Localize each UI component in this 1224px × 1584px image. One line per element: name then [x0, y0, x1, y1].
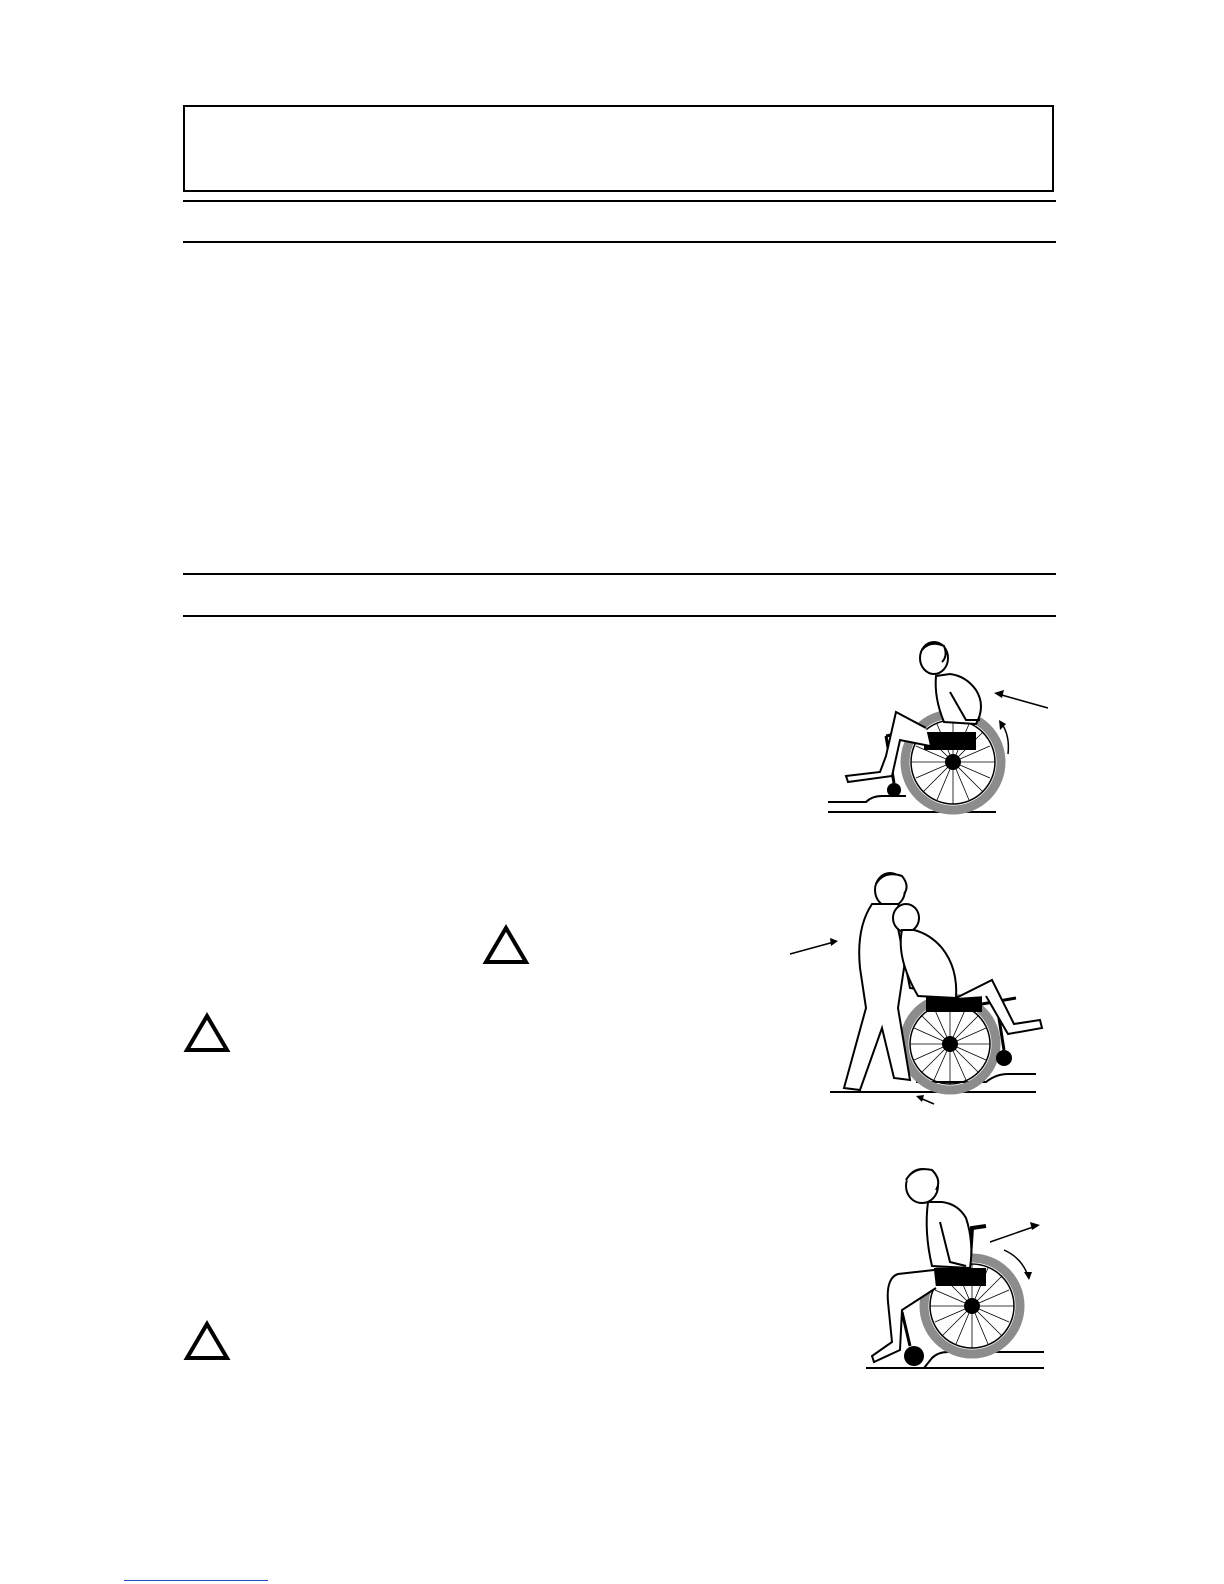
wheelchair-curb-descent-illustration: [854, 1162, 1054, 1376]
section-rule-bottom-2: [183, 615, 1056, 617]
wheelchair-assistant-tip-illustration: [786, 868, 1056, 1108]
header-box: [183, 105, 1054, 192]
warning-triangle-icon: [183, 1012, 231, 1054]
warning-triangle-icon: [482, 924, 530, 966]
section-rule-bottom-1: [183, 241, 1056, 243]
footer-link-underline[interactable]: [124, 1580, 268, 1581]
section-rule-top-2: [183, 573, 1056, 575]
section-rule-top-1: [183, 200, 1056, 202]
warning-triangle-icon: [183, 1320, 231, 1362]
wheelchair-self-tip-illustration: [826, 636, 1056, 818]
